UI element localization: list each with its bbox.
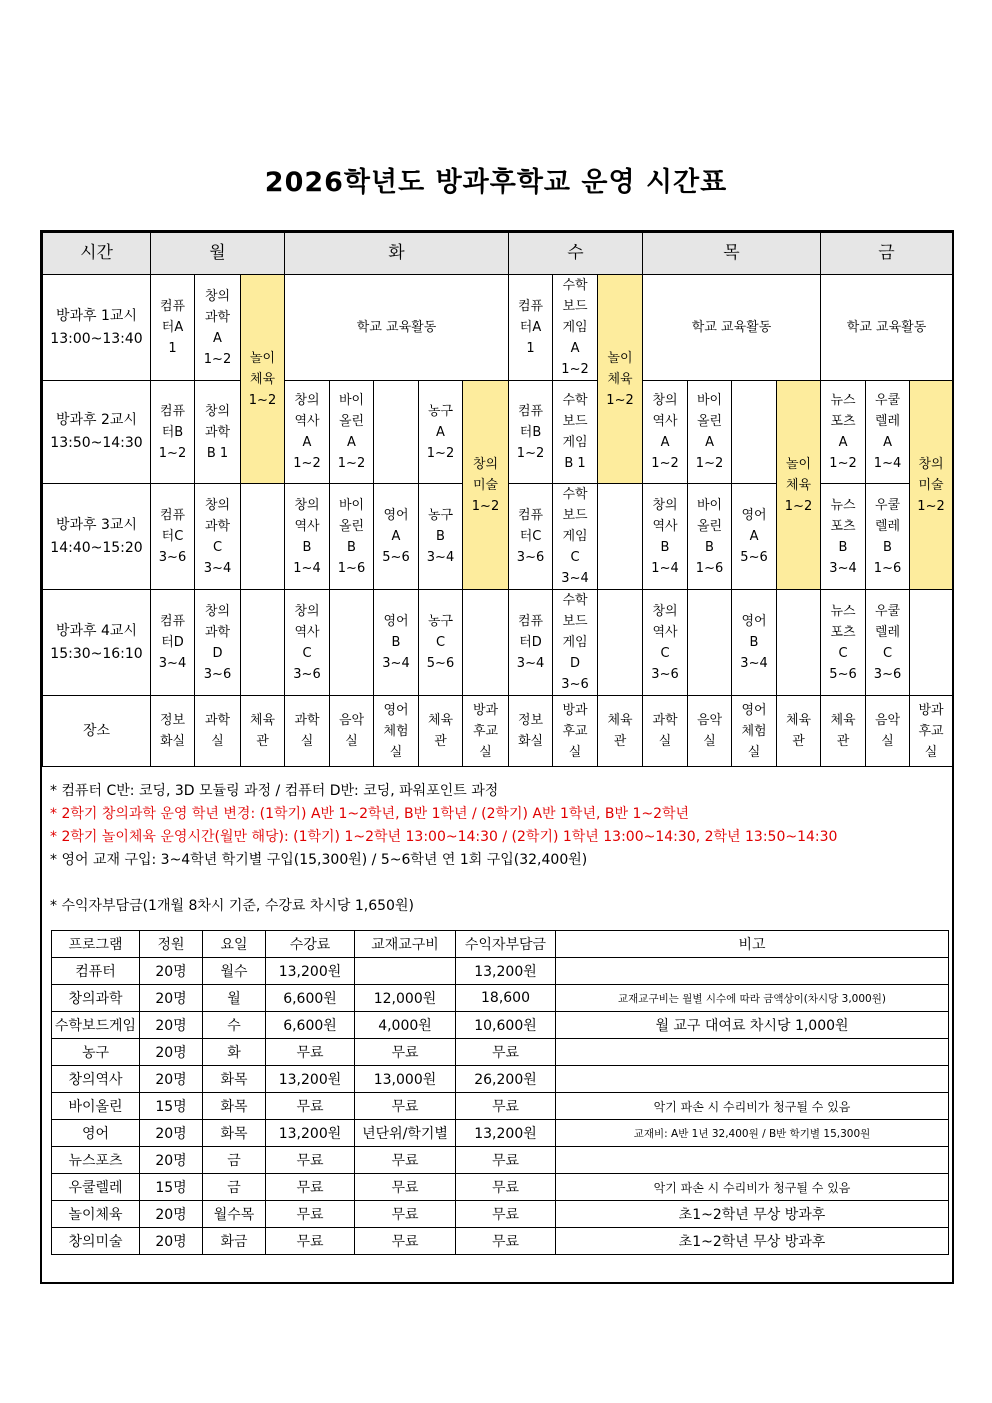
fee-cell: 13,200원 <box>266 958 355 985</box>
cell-mon-play: 놀이 체육 1~2 <box>241 275 285 484</box>
fee-cell: 화금 <box>203 1228 266 1255</box>
fee-row <box>52 1201 949 1228</box>
fee-cell: 4,000원 <box>355 1012 456 1039</box>
fee-cell: 창의미술 <box>52 1228 140 1255</box>
cell: 컴퓨 터C 3~6 <box>509 484 553 590</box>
cell: 창의 역사 C 3~6 <box>285 590 330 696</box>
fee-cell: 월 교구 대여료 차시당 1,000원 <box>556 1012 949 1039</box>
fee-header-cell: 요일 <box>203 931 266 958</box>
fee-cell: 무료 <box>456 1228 556 1255</box>
fee-cell: 창의과학 <box>52 985 140 1012</box>
cell: 우쿨 렐레 B 1~6 <box>866 484 910 590</box>
fee-cell: 무료 <box>266 1201 355 1228</box>
location-cell: 정보 화실 <box>509 696 553 767</box>
cell-fri-school-activity: 학교 교육활동 <box>821 275 953 381</box>
cell: 뉴스 포츠 C 5~6 <box>821 590 866 696</box>
cell: 컴퓨 터B 1~2 <box>509 381 553 484</box>
fee-cell: 초1~2학년 무상 방과후 <box>556 1201 949 1228</box>
fee-row <box>52 1039 949 1066</box>
location-cell: 체육 관 <box>777 696 821 767</box>
cell-thu-school-activity: 학교 교육활동 <box>643 275 821 381</box>
fee-cell: 26,200원 <box>456 1066 556 1093</box>
fee-row <box>52 958 949 985</box>
fee-cell: 교재교구비는 월별 시수에 따라 금액상이(차시당 3,000원) <box>556 985 949 1012</box>
cell: 수학 보드 게임 A 1~2 <box>553 275 598 381</box>
document-frame <box>40 230 954 1284</box>
location-cell: 음악 실 <box>688 696 732 767</box>
cell: 창의 역사 B 1~4 <box>285 484 330 590</box>
location-cell: 체육 관 <box>419 696 463 767</box>
cell <box>777 590 821 696</box>
fee-row <box>52 1174 949 1201</box>
fee-header-cell: 수익자부담금 <box>456 931 556 958</box>
location-cell: 과학 실 <box>643 696 688 767</box>
cell: 창의 과학 C 3~4 <box>195 484 241 590</box>
location-label: 장소 <box>43 696 151 767</box>
cell: 바이 올린 B 1~6 <box>688 484 732 590</box>
cell: 농구 B 3~4 <box>419 484 463 590</box>
cell: 영어 A 5~6 <box>374 484 419 590</box>
fee-cell: 13,200원 <box>456 958 556 985</box>
fee-cell: 6,600원 <box>266 985 355 1012</box>
cell: 컴퓨 터B 1~2 <box>151 381 195 484</box>
cell <box>688 590 732 696</box>
fee-header-cell: 수강료 <box>266 931 355 958</box>
cell: 창의 역사 B 1~4 <box>643 484 688 590</box>
cell: 바이 올린 B 1~6 <box>330 484 374 590</box>
location-cell: 과학 실 <box>195 696 241 767</box>
fee-cell: 뉴스포츠 <box>52 1147 140 1174</box>
fee-cell: 무료 <box>456 1201 556 1228</box>
cell: 창의 과학 A 1~2 <box>195 275 241 381</box>
fee-cell: 13,200원 <box>456 1120 556 1147</box>
cell: 수학 보드 게임 D 3~6 <box>553 590 598 696</box>
fee-cell: 무료 <box>266 1174 355 1201</box>
fee-cell <box>556 1147 949 1174</box>
fee-cell: 무료 <box>355 1147 456 1174</box>
cell: 농구 C 5~6 <box>419 590 463 696</box>
fee-cell: 13,200원 <box>266 1120 355 1147</box>
schedule-header-row <box>43 233 953 275</box>
cell: 영어 A 5~6 <box>732 484 777 590</box>
schedule-row-period-2 <box>43 381 953 484</box>
fee-cell <box>556 1039 949 1066</box>
fee-cell <box>556 958 949 985</box>
cell: 컴퓨 터D 3~4 <box>509 590 553 696</box>
note-line: * 영어 교재 구입: 3~4학년 학기별 구입(15,300원) / 5~6학년 연 1회 구입(32,400원) <box>50 852 588 868</box>
fee-cell: 우쿨렐레 <box>52 1174 140 1201</box>
fee-cell: 20명 <box>140 1039 203 1066</box>
period-3-time: 방과후 3교시 14:40~15:20 <box>43 484 151 590</box>
fee-cell: 20명 <box>140 985 203 1012</box>
fee-cell: 악기 파손 시 수리비가 청구될 수 있음 <box>556 1174 949 1201</box>
cell <box>241 590 285 696</box>
fee-cell: 20명 <box>140 1228 203 1255</box>
fee-cell: 무료 <box>456 1147 556 1174</box>
cell: 바이 올린 A 1~2 <box>330 381 374 484</box>
fee-cell: 월수 <box>203 958 266 985</box>
fee-header-cell: 교재교구비 <box>355 931 456 958</box>
cell <box>732 381 777 484</box>
cell: 뉴스 포츠 A 1~2 <box>821 381 866 484</box>
cell: 뉴스 포츠 B 3~4 <box>821 484 866 590</box>
fee-cell <box>556 1066 949 1093</box>
fee-cell: 무료 <box>266 1147 355 1174</box>
fee-cell: 18,600 <box>456 985 556 1012</box>
period-1-time: 방과후 1교시 13:00~13:40 <box>43 275 151 381</box>
fee-cell: 13,000원 <box>355 1066 456 1093</box>
fee-cell: 바이올린 <box>52 1093 140 1120</box>
fee-cell: 화 <box>203 1039 266 1066</box>
fee-cell: 무료 <box>456 1093 556 1120</box>
cell-tue-art: 창의 미술 1~2 <box>463 381 509 590</box>
cell: 우쿨 렐레 C 3~6 <box>866 590 910 696</box>
location-cell: 방과 후교 실 <box>553 696 598 767</box>
fee-cell: 수학보드게임 <box>52 1012 140 1039</box>
fee-cell: 년단위/학기별 <box>355 1120 456 1147</box>
fee-cell: 농구 <box>52 1039 140 1066</box>
cell-wed-play: 놀이 체육 1~2 <box>598 275 643 484</box>
cell <box>598 484 643 590</box>
fee-cell: 6,600원 <box>266 1012 355 1039</box>
location-cell: 영어 체험 실 <box>732 696 777 767</box>
fee-header-cell: 비고 <box>556 931 949 958</box>
cell: 우쿨 렐레 A 1~4 <box>866 381 910 484</box>
header-time: 시간 <box>43 233 151 275</box>
fee-cell: 20명 <box>140 1201 203 1228</box>
schedule-table <box>42 232 953 767</box>
header-fri: 금 <box>821 233 953 275</box>
fee-header-cell: 프로그램 <box>52 931 140 958</box>
fee-cell: 금 <box>203 1147 266 1174</box>
location-cell: 방과 후교 실 <box>910 696 953 767</box>
header-mon: 월 <box>151 233 285 275</box>
cell-thu-play: 놀이 체육 1~2 <box>777 381 821 590</box>
cell: 농구 A 1~2 <box>419 381 463 484</box>
fee-cell: 무료 <box>266 1228 355 1255</box>
location-cell: 방과 후교 실 <box>463 696 509 767</box>
fee-cell: 창의역사 <box>52 1066 140 1093</box>
location-cell: 영어 체험 실 <box>374 696 419 767</box>
location-cell: 정보 화실 <box>151 696 195 767</box>
cell: 창의 역사 A 1~2 <box>643 381 688 484</box>
fee-cell <box>355 958 456 985</box>
fee-cell: 20명 <box>140 1066 203 1093</box>
fee-row <box>52 985 949 1012</box>
fee-header-cell: 정원 <box>140 931 203 958</box>
cell: 수학 보드 게임 B 1 <box>553 381 598 484</box>
fee-cell: 무료 <box>355 1093 456 1120</box>
fee-row <box>52 1120 949 1147</box>
fee-cell: 화목 <box>203 1066 266 1093</box>
fee-cell: 무료 <box>355 1201 456 1228</box>
fee-cell: 영어 <box>52 1120 140 1147</box>
cell: 창의 과학 B 1 <box>195 381 241 484</box>
schedule-row-period-1 <box>43 275 953 381</box>
cell: 컴퓨 터A 1 <box>509 275 553 381</box>
cell: 영어 B 3~4 <box>732 590 777 696</box>
fee-cell: 무료 <box>266 1039 355 1066</box>
cell <box>910 590 953 696</box>
fee-row <box>52 1228 949 1255</box>
fee-cell: 20명 <box>140 1012 203 1039</box>
notes-section <box>50 780 950 918</box>
fee-cell: 12,000원 <box>355 985 456 1012</box>
cell: 컴퓨 터A 1 <box>151 275 195 381</box>
fee-cell: 금 <box>203 1174 266 1201</box>
fee-cell: 15명 <box>140 1093 203 1120</box>
page-title: 2026학년도 방과후학교 운영 시간표 <box>264 167 728 198</box>
cell <box>463 590 509 696</box>
cell <box>330 590 374 696</box>
schedule-row-period-4 <box>43 590 953 696</box>
cell: 수학 보드 게임 C 3~4 <box>553 484 598 590</box>
fee-cell: 무료 <box>456 1174 556 1201</box>
fee-cell: 무료 <box>456 1039 556 1066</box>
fee-cell: 초1~2학년 무상 방과후 <box>556 1228 949 1255</box>
fee-cell: 월수목 <box>203 1201 266 1228</box>
fee-table <box>51 930 949 1255</box>
location-cell: 체육 관 <box>821 696 866 767</box>
cell: 영어 B 3~4 <box>374 590 419 696</box>
fee-cell: 월 <box>203 985 266 1012</box>
cell <box>598 590 643 696</box>
location-cell: 음악 실 <box>866 696 910 767</box>
fee-cell: 20명 <box>140 1120 203 1147</box>
fee-cell: 20명 <box>140 958 203 985</box>
fee-cell: 컴퓨터 <box>52 958 140 985</box>
fee-cell: 13,200원 <box>266 1066 355 1093</box>
fee-cell: 놀이체육 <box>52 1201 140 1228</box>
schedule-row-location <box>43 696 953 767</box>
cell: 창의 과학 D 3~6 <box>195 590 241 696</box>
fee-cell: 무료 <box>355 1039 456 1066</box>
fee-cell: 10,600원 <box>456 1012 556 1039</box>
period-4-time: 방과후 4교시 15:30~16:10 <box>43 590 151 696</box>
cell: 컴퓨 터C 3~6 <box>151 484 195 590</box>
note-line: * 수익자부담금(1개월 8차시 기준, 수강료 차시당 1,650원) <box>50 898 414 914</box>
fee-cell: 교재비: A반 1년 32,400원 / B반 학기별 15,300원 <box>556 1120 949 1147</box>
note-line: * 컴퓨터 C반: 코딩, 3D 모듈링 과정 / 컴퓨터 D반: 코딩, 파워포인트 과정 <box>50 783 499 799</box>
period-2-time: 방과후 2교시 13:50~14:30 <box>43 381 151 484</box>
cell <box>241 484 285 590</box>
cell: 창의 역사 C 3~6 <box>643 590 688 696</box>
header-wed: 수 <box>509 233 643 275</box>
fee-cell: 화목 <box>203 1120 266 1147</box>
location-cell: 체육 관 <box>241 696 285 767</box>
fee-cell: 화목 <box>203 1093 266 1120</box>
fee-header-row <box>52 931 949 958</box>
fee-cell: 무료 <box>355 1174 456 1201</box>
cell: 컴퓨 터D 3~4 <box>151 590 195 696</box>
note-line <box>50 872 950 895</box>
fee-row <box>52 1093 949 1120</box>
fee-row <box>52 1066 949 1093</box>
fee-row <box>52 1012 949 1039</box>
cell-fri-art: 창의 미술 1~2 <box>910 381 953 590</box>
location-cell: 과학 실 <box>285 696 330 767</box>
cell <box>374 381 419 484</box>
header-tue: 화 <box>285 233 509 275</box>
fee-cell: 악기 파손 시 수리비가 청구될 수 있음 <box>556 1093 949 1120</box>
fee-cell: 수 <box>203 1012 266 1039</box>
note-line: * 2학기 창의과학 운영 학년 변경: (1학기) A반 1~2학년, B반 1학년 / (2학기) A반 1학년, B반 1~2학년 <box>50 806 690 822</box>
fee-cell: 무료 <box>266 1093 355 1120</box>
fee-cell: 15명 <box>140 1174 203 1201</box>
fee-row <box>52 1147 949 1174</box>
fee-cell: 20명 <box>140 1147 203 1174</box>
header-thu: 목 <box>643 233 821 275</box>
cell: 창의 역사 A 1~2 <box>285 381 330 484</box>
cell-tue-school-activity: 학교 교육활동 <box>285 275 509 381</box>
note-line: * 2학기 놀이체육 운영시간(월만 해당): (1학기) 1~2학년 13:00~14:30 / (2학기) 1학년 13:00~14:30, 2학년 13:50~14:30 <box>50 829 838 845</box>
location-cell: 음악 실 <box>330 696 374 767</box>
cell: 바이 올린 A 1~2 <box>688 381 732 484</box>
fee-cell: 무료 <box>355 1228 456 1255</box>
location-cell: 체육 관 <box>598 696 643 767</box>
